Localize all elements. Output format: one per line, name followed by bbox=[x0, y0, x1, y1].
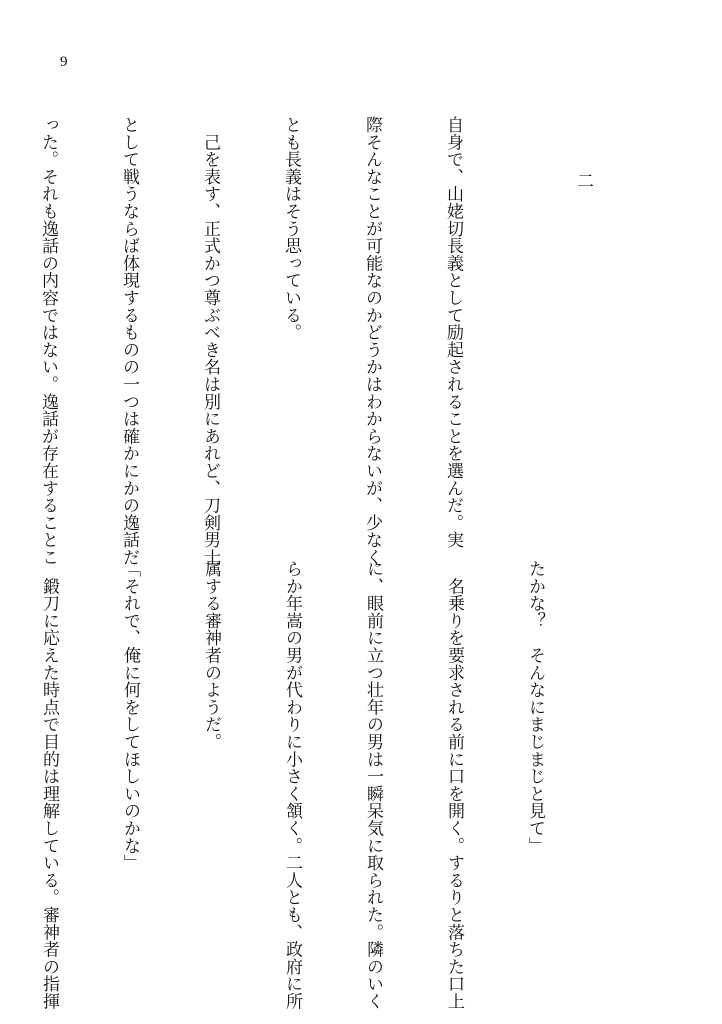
text-line: 属する審神者のようだ。 bbox=[201, 560, 221, 751]
page-number: 9 bbox=[60, 54, 68, 70]
lower-text-block bbox=[39, 560, 602, 1010]
text-line: とも長義はそう思っている。 bbox=[281, 116, 301, 341]
text-line: 名乗りを要求される前に口を開く。するりと落ちた口上 bbox=[444, 560, 464, 1010]
text-line: 鍛刀に応えた時点で目的は理解している。審神者の指揮 bbox=[39, 560, 59, 1010]
text-line: に、眼前に立つ壮年の男は一瞬呆気に取られた。隣のいく bbox=[363, 560, 383, 1010]
text-line: らか年嵩の男が代わりに小さく頷く。二人とも、政府に所 bbox=[282, 560, 302, 1010]
text-line: 自身で、山姥切長義として励起されることを選んだ。実 bbox=[443, 116, 463, 549]
text-line: った。それも逸話の内容ではない。逸話が存在することこ bbox=[38, 116, 58, 566]
text-line: として戦うならば体現するものの一つは確かにかの逸話だ bbox=[119, 116, 139, 566]
section-heading: 二 bbox=[573, 172, 593, 189]
text-line: 己を表す、正式かつ尊ぶべき名は別にあれど、刀剣男士 bbox=[200, 116, 220, 566]
text-line: たかな？ そんなにまじまじと見て」 bbox=[525, 560, 545, 855]
text-line: 「それで、俺に何をしてほしいのかな」 bbox=[120, 560, 140, 872]
upper-text-block bbox=[38, 116, 520, 566]
text-line: 際そんなことが可能なのかどうかはわからないが、少なく bbox=[362, 116, 382, 566]
